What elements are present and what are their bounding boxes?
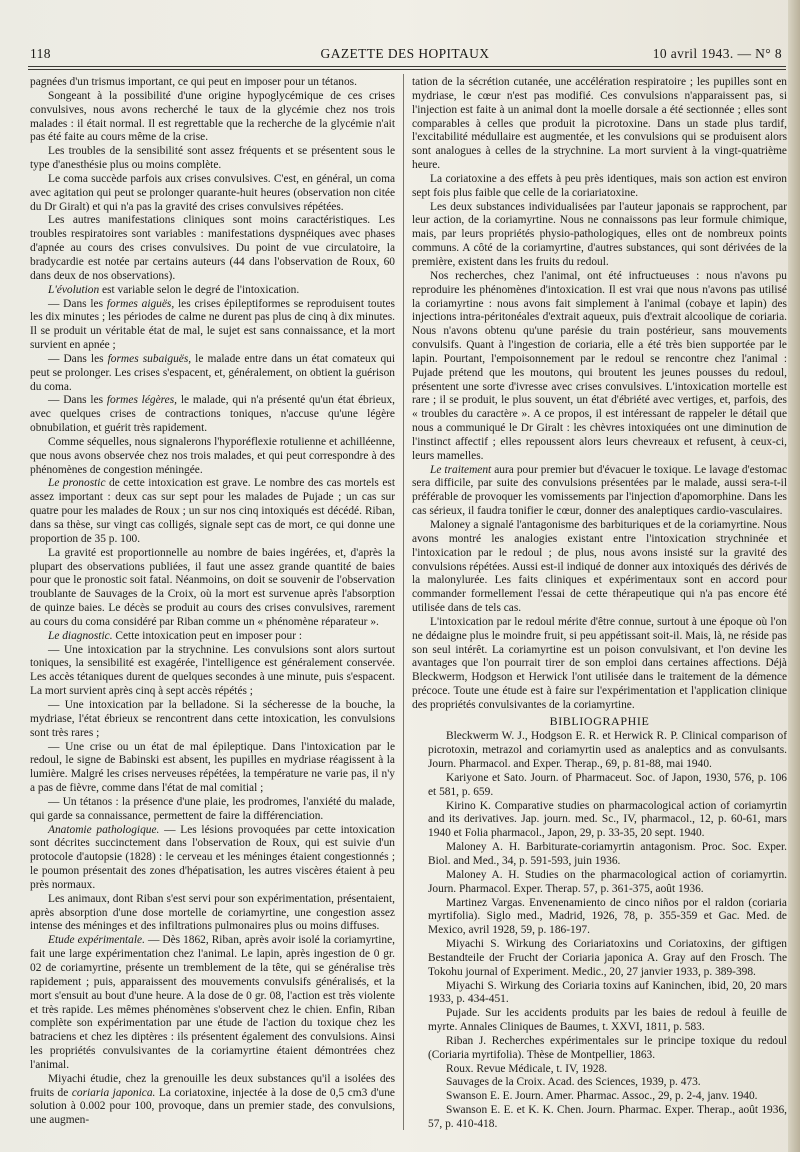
bibliography-entry: Pujade. Sur les accidents produits par les baies de redoul à feuille de myrte. Annales Cliniques de Baumes, t. XXVI, 1811, p. 583. xyxy=(428,1007,787,1034)
paragraph: Les animaux, dont Riban s'est servi pour son expérimentation, présentaient, après absorption d'une dose mortelle de coriamyrtine, une congestion assez intense des méninges et des infiltrations pulmonaires plus ou moins diffuses. xyxy=(30,892,395,933)
text: — Les lésions provoquées par cette intoxication sont décrites succinctement dans l'observation de Roux, qui est suivie d'un protocole d'autopsie (1828) : le cerveau et les méninges étaient congestionnés ; le poumon présentait des zones d'hépatisation, les autres viscères étaient à peu près normaux. xyxy=(30,823,395,891)
page-header xyxy=(22,42,788,64)
bibliography-entry: Miyachi S. Wirkung des Coriariatoxins und Coriatoxins, der giftigen Bestandteile der Frucht der Coriaria japonica A. Gray auf den Frosch. The Tokohu journal of Experiment. Medic., 20, 27 janvier 1933, p. 389-398. xyxy=(428,938,787,978)
right-column xyxy=(412,76,787,1132)
bibliography-entry: Miyachi S. Wirkung des Coriaria toxins auf Kaninchen, ibid, 20, 20 mars 1933, p. 434-451. xyxy=(428,979,787,1006)
bibliography-entry: Maloney A. H. Studies on the pharmacological action of coriamyrtin. Journ. Pharmacol. Exper. Therap. 57, p. 361-375, août 1936. xyxy=(428,868,787,895)
issue-date: 10 avril 1943. — N° 8 xyxy=(652,46,782,61)
header-rule-bottom xyxy=(28,69,786,70)
left-column xyxy=(30,76,395,1132)
bibliography-entry: Kariyone et Sato. Journ. of Pharmaceut. Soc. of Japon, 1930, 576, p. 106 et 581, p. 659. xyxy=(428,771,787,798)
text: — Dans les xyxy=(48,297,107,310)
text: — Dans les xyxy=(48,352,108,365)
bibliography-entry: Riban J. Recherches expérimentales sur le principe toxique du redoul (Coriaria myrtifolia). Thèse de Montpellier, 1863. xyxy=(428,1034,787,1061)
text: aura pour premier but d'évacuer le toxique. Le lavage d'estomac sera difficile, par suite des convulsions présentées par le malade, aussi sera-t-il préférable de provoquer les vomissements par l'injection d'apomorphine. Dans les cas sérieux, il faudra tonifier le cœur, donner des analeptiques cardio-vasculaires. xyxy=(412,463,787,518)
emphasis: L'évolution xyxy=(48,283,100,296)
bibliography-entry: Roux. Revue Médicale, t. IV, 1928. xyxy=(446,1062,608,1075)
text: le malade entre dans un état comateux qui peut se prolonger. Les crises s'espacent, et, généralement, on obtient la guérison du coma. xyxy=(30,352,395,393)
column-divider xyxy=(403,74,404,1130)
emphasis: Le diagnostic. xyxy=(48,629,113,642)
text: La coriatoxine, injectée à la dose de 0,5 cm3 d'une solution à 0.002 pour 100, provoque, dans un premier stade, des convulsions, une augmen- xyxy=(30,1086,395,1127)
paragraph: La gravité est proportionnelle au nombre de baies ingérées, et, d'après la plupart des observations publiées, il faut une assez grande quantité de baies pour que le pronostic soit fatal. Néanmoins, on doit se souvenir de l'observation troublante de Sauvages de la Croix, où la mort est survenue après l'absorption de quinze baies. Le décès se produit au cours des crises convulsives, rarement au cours du coma considéré par Riban comme un « phénomène réparateur ». xyxy=(30,546,395,628)
paragraph: L'intoxication par le redoul mérite d'être connue, surtout à une époque où l'on ne dédaigne plus le moindre fruit, si peu appétissant soit-il. Mais, là, ne réside pas son seul intérêt. La coriamyrtine est un poison convulsivant, et l'on devine les avantages que l'on pourrait tirer de son emploi dans certaines affections. Déjà Bleckwerm, Hodgson et Herwick l'ont utilisée dans le traitement de la démence précoce. Toute une étude est à faire sur l'expérimentation et l'application clinique des propriétés convulsivantes de la coriamyrtine. xyxy=(412,615,787,711)
header-rule-top xyxy=(28,66,786,67)
text: — Dans les xyxy=(48,394,107,407)
bibliography-entry: Martinez Vargas. Envenenamiento de cinco niños por el raldon (coriaria myrtifolia). Siglo med., Madrid, 1926, 78, p. 355-359 et Gac. Med. de Mexico, avril 1928, 59, p. 186-197. xyxy=(428,896,787,937)
paragraph xyxy=(30,824,395,893)
paragraph xyxy=(30,284,395,298)
paragraph xyxy=(30,298,395,353)
paragraph: Les autres manifestations cliniques sont moins caractéristiques. Les troubles respiratoires sont variables : manifestations dyspnéiques avec phases d'apnée au cours des crises convulsives. Du point de vue circulatoire, la bradycardie est notée par certains auteurs (44 dans l'observation de Roux, 60 dans deux de nos observations). xyxy=(30,214,395,282)
paragraph xyxy=(30,394,395,436)
bibliography-entry: Kirino K. Comparative studies on pharmacological action of coriamyrtin and its derivatives. Jap. journ. med. Sc., IV, pharmacol., 12, p. 60-61, mars 1940 et Folia pharmacol., Japon, 29, p. 33-35, 20 sept. 1940. xyxy=(428,799,787,840)
paragraph xyxy=(30,630,395,644)
emphasis: Anatomie pathologique. xyxy=(48,823,160,836)
paragraph: pagnées d'un trismus important, ce qui peut en imposer pour un tétanos. xyxy=(30,76,357,88)
bibliography-entry: Swanson E. E. et K. K. Chen. Journ. Pharmac. Exper. Therap., août 1936, 57, p. 410-418. xyxy=(428,1104,787,1131)
paragraph: Maloney a signalé l'antagonisme des barbituriques et de la coriamyrtine. Nous avons montré les analogies existant entre l'intoxication strychninée et l'intoxication par le redoul ; de plus, nous avons insisté sur la gravité des convulsions répétées. Aussi est-il indiqué de donner aux intoxiqués des dérivés de la malonylurée. Les faits cliniques et expérimentaux sont en accord pour commander formellement l'essai de cette thérapeutique qui n'a pas encore été utilisée dans de tels cas. xyxy=(412,519,787,615)
paragraph: — Un tétanos : la présence d'une plaie, les prodromes, l'anxiété du malade, qui garde sa connaissance, permettent de faire la différenciation. xyxy=(30,795,395,822)
paragraph xyxy=(30,1073,395,1128)
paragraph: — Une intoxication par la strychnine. Les convulsions sont alors surtout toniques, la sensibilité est exagérée, l'intelligence est généralement conservée. Les accès tétaniques durent de quelques secondes à une minute, puis s'espacent. La mort survient après cinq à sept accès répétés ; xyxy=(30,643,395,698)
bibliography-heading: BIBLIOGRAPHIE xyxy=(549,713,650,728)
text: les crises épileptiformes se reproduisent toutes les dix minutes ; les périodes de calme ne durent pas plus de cinq à dix minutes. Il se produit un véritable état de mal, le sujet est sans connaissance, et la mort survient en apnée ; xyxy=(30,297,395,352)
bibliography-entry: Bleckwerm W. J., Hodgson E. R. et Herwick R. P. Clinical comparison of picrotoxin, metrazol and coriamyrtin used as analeptics and as convulsants. Journ. Pharmacol. and Exper. Therap., 69, p. 81-88, mai 1940. xyxy=(428,730,787,771)
bibliography-entry: Swanson E. E. Journ. Amer. Pharmac. Assoc., 29, p. 2-4, janv. 1940. xyxy=(446,1090,758,1103)
paragraph: Les deux substances individualisées par l'auteur japonais se rapprochent, par leur action, de la coriamyrtine. Nous ne connaissons pas leur formule chimique, mais, par leurs propriétés physio-pathologiques, elles ont de nombreux points communs. A côté de la coriamyrtine, d'autres substances, qui sont dérivées de la première, existent dans les fruits du redoul. xyxy=(412,200,787,268)
text: — Dès 1862, Riban, après avoir isolé la coriamyrtine, fait une large expérimentation chez l'animal. Le lapin, après ingestion de 0 gr. 02 de coriamyrtine, présente un tremblement de la tête, qui se généralise très rapidement ; puis, apparaissent des mouvements convulsifs généralisés, et la mort s'ensuit au bout d'une heure. A la dose de 0 gr. 08, l'action est très violente et très rapide. Les mêmes phénomènes s'observent chez le chien. Enfin, Riban complète son expérimentation par une étude de l'action du toxique chez les batraciens et chez les diptères : ils présentent également des convulsions. Ainsi les propriétés convulsivantes de la coriamyrtine étaient démontrées chez l'animal. xyxy=(30,934,395,1071)
emphasis: formes subaiguës, xyxy=(107,352,192,365)
bibliography-entry: Sauvages de la Croix. Acad. des Sciences, 1939, p. 473. xyxy=(446,1076,701,1089)
text: le malade, qui n'a présenté qu'un état ébrieux, avec quelques crises de contractions toniques, n'accuse qu'une légère obnubilation, et guérit très rapidement. xyxy=(30,394,395,435)
paragraph: Le coma succède parfois aux crises convulsives. C'est, en général, un coma avec agitation qui peut se prolonger quarante-huit heures (observation non citée du Dr Giralt) et qui n'a pas la gravité des crises convulsives répétées. xyxy=(30,172,395,213)
emphasis: Le pronostic xyxy=(48,477,106,490)
paragraph: Les troubles de la sensibilité sont assez fréquents et se présentent sous le type d'anesthésie plus ou moins complète. xyxy=(30,145,395,172)
paragraph xyxy=(412,464,787,519)
paragraph: Nos recherches, chez l'animal, ont été infructueuses : nous n'avons pu reproduire les phénomènes d'intoxication. Il est vrai que nous n'avons pas utilisé la coriamyrtine : nous avons fait simplement à l'animal (cobaye et lapin) des injections intra-péritonéales d'extrait aqueux, puis d'extrait alcoolique de coriaria. Nous n'avons obtenu qu'une parésie du train postérieur, sans mouvements convulsifs. Quant à l'ingestion de coriaria, elle a été très bien supportée par le lapin. Pourtant, l'empoisonnement par le redoul se rencontre chez l'animal : Pujade prétend que les moutons, qui broutent les jeunes pousses du redoul, présentent une sorte d'ivresse avec crises convulsives. L'intoxication mortelle est rare ; il se produit, le plus souvent, un état d'ébriété avec vertiges, et, parfois, des « troubles du caractère ». A ce propos, il est intéressant de rappeler le détail que nous a communiqué le Dr Giralt : les chèvres intoxiquées ont une diminution de l'instinct affectif ; elles repoussent alors leurs chevreaux et refusent, à ceux-ci, leurs mamelles. xyxy=(412,269,787,462)
emphasis: coriaria japonica. xyxy=(71,1086,156,1099)
bibliography-list xyxy=(412,730,787,1131)
paragraph: La coriatoxine a des effets à peu près identiques, mais son action est environ sept fois plus faible que celle de la coriariatoxine. xyxy=(412,172,787,199)
text: est variable selon le degré de l'intoxication. xyxy=(99,283,300,296)
emphasis: formes aiguës, xyxy=(106,297,175,310)
emphasis: Etude expérimentale. xyxy=(48,934,145,947)
paragraph xyxy=(30,477,395,546)
journal-title: GAZETTE DES HOPITAUX xyxy=(320,46,490,61)
emphasis: Le traitement xyxy=(430,463,492,476)
paragraph: — Une intoxication par la belladone. Si la sécheresse de la bouche, la mydriase, l'état ébrieux se rencontrent dans cette intoxication, les convulsions sont très rares ; xyxy=(30,698,395,739)
paragraph: — Une crise ou un état de mal épileptique. Dans l'intoxication par le redoul, le signe de Babinski est absent, les pupilles en mydriase réagissent à la lumière. Malgré les crises nerveuses répétées, la température ne varie pas, il n'y a pas de fièvre, comme dans l'état de mal comitial ; xyxy=(30,740,395,795)
bibliography-entry: Maloney A. H. Barbiturate-coriamyrtin antagonism. Proc. Soc. Exper. Biol. and Med., 34, p. 591-593, juin 1936. xyxy=(428,841,787,867)
paragraph: tation de la sécrétion cutanée, une accélération respiratoire ; les pupilles sont en mydriase, le cœur n'est pas modifié. Ces convulsions n'apparaissent pas, si l'injection est faite à un animal dont la moelle dorsale a été sectionnée ; elles sont comparables à celles que produit la picrotoxine. Dans un stade plus tardif, l'excitabilité médullaire est augmentée, et les convulsions qui se produisent alors sont analogues à celles de la strychnine. La mort survient à la vingt-quatrième heure. xyxy=(412,76,787,172)
binding-edge xyxy=(788,0,800,1152)
paragraph xyxy=(30,934,395,1072)
text: Cette intoxication peut en imposer pour : xyxy=(112,629,303,642)
paragraph xyxy=(30,353,395,395)
text: de cette intoxication est grave. Le nombre des cas mortels est assez important : deux cas sur sept pour les malades de Pujade ; un cas sur quatre pour les malades de Roux ; un sur nos cinq intoxiqués est décédé. Riban, dans sa thèse, sur vingt cas colligés, signale sept cas de mort, ce qui donne une proportion de 35 p. 100. xyxy=(30,477,395,545)
page-number: 118 xyxy=(30,46,51,61)
emphasis: formes légères, xyxy=(106,394,178,407)
paragraph: Songeant à la possibilité d'une origine hypoglycémique de ces crises convulsives, nous avons recherché le taux de la glycémie chez nos trois malades : il était normal. Il est regrettable que la recherche de la glycémie n'ait pas été faite au cours même de la crise. xyxy=(30,89,395,144)
text: Miyachi étudie, chez la grenouille les deux substances qu'il a isolées des fruits de xyxy=(30,1072,395,1099)
paragraph: Comme séquelles, nous signalerons l'hyporéflexie rotulienne et achilléenne, que nous avons observée chez nos trois malades, et qui peut correspondre à des phénomènes de congestion méningée. xyxy=(30,435,395,476)
